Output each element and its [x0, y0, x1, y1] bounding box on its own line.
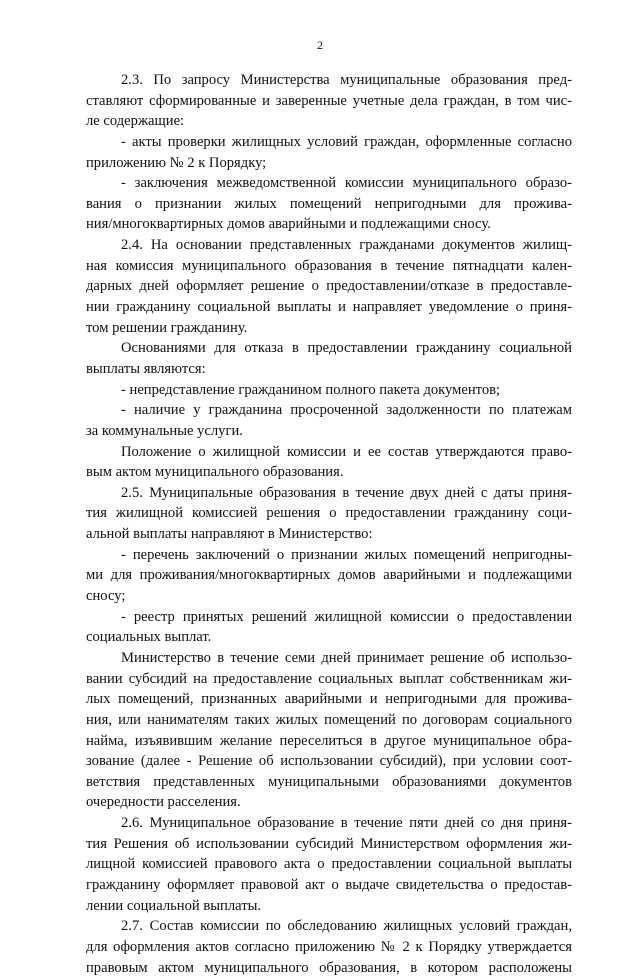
- text-line: лищной комиссией правового акта о предоставлении социальной выплаты: [86, 856, 572, 873]
- text-line: выплаты являются:: [86, 360, 206, 377]
- text-line: вым актом муниципального образования.: [86, 464, 344, 481]
- text-line: - наличие у гражданина просроченной задолженности по платежам: [121, 402, 572, 419]
- text-line: ле содержащие:: [86, 113, 185, 130]
- text-line: вания о признании жилых помещений непригодными для прожива-: [86, 195, 572, 212]
- page-number: 2: [317, 38, 323, 52]
- text-line: найма, изъявившим желание переселиться в другое муниципальное обра-: [86, 732, 572, 749]
- text-line: ния, или нанимателям таких жилых помещений по договорам социального: [86, 711, 572, 728]
- document-body: [86, 70, 572, 978]
- text-line: ми для проживания/многоквартирных домов аварийными и подлежащими: [86, 567, 572, 584]
- text-line: том решении гражданину.: [86, 319, 248, 336]
- text-line: тия Решения об использовании субсидий Министерством оформления жи-: [86, 835, 572, 852]
- text-line: - акты проверки жилищных условий граждан, оформленные согласно: [121, 133, 572, 150]
- text-line: 2.7. Состав комиссии по обследованию жилищных условий граждан,: [121, 918, 572, 935]
- text-line: вании субсидий на предоставление социальных выплат собственникам жи-: [86, 670, 572, 687]
- text-line: - непредставление гражданином полного пакета документов;: [121, 381, 501, 398]
- text-line: - заключения межведомственной комиссии муниципального образо-: [121, 175, 572, 192]
- text-line: 2.3. По запросу Министерства муниципальные образования пред-: [121, 72, 572, 88]
- text-line: дарных дней оформляет решение о предоставлении/отказе в предоставле-: [86, 278, 572, 295]
- text-line: за коммунальные услуги.: [86, 422, 243, 439]
- text-line: 2.6. Муниципальное образование в течение пяти дней со дня приня-: [121, 815, 572, 832]
- text-line: - реестр принятых решений жилищной комиссии о предоставлении: [121, 608, 572, 625]
- text-line: Основаниями для отказа в предоставлении гражданину социальной: [121, 340, 572, 357]
- text-line: альной выплаты направляют в Министерство:: [86, 526, 373, 543]
- text-line: для оформления актов согласно приложению № 2 к Порядку утверждается: [86, 938, 572, 955]
- text-line: правовым актом муниципального образования, в котором расположены: [86, 959, 572, 976]
- text-line: 2.4. На основании представленных гражданами документов жилищ-: [121, 237, 572, 254]
- text-line: нии гражданину социальной выплаты и направляет уведомление о приня-: [86, 299, 572, 316]
- text-line: Положение о жилищной комиссии и ее состав утверждаются право-: [121, 443, 572, 460]
- text-line: лых помещений, признанных аварийными и непригодными для прожива-: [86, 691, 572, 708]
- text-line: ветствия представленных муниципальными образованиями документов: [86, 773, 572, 790]
- text-line: лении социальной выплаты.: [86, 897, 262, 914]
- text-line: социальных выплат.: [86, 629, 212, 646]
- text-line: 2.5. Муниципальные образования в течение двух дней с даты приня-: [121, 484, 572, 501]
- text-line: приложению № 2 к Порядку;: [86, 154, 267, 171]
- text-line: ставляют сформированные и заверенные учетные дела граждан, в том чис-: [86, 92, 572, 109]
- text-line: гражданину оформляет правовой акт о выдаче свидетельства о предостав-: [86, 876, 572, 893]
- text-line: ная комиссия муниципального образования в течение пятнадцати кален-: [86, 257, 572, 274]
- text-line: сносу;: [86, 588, 126, 605]
- text-line: очередности расселения.: [86, 794, 241, 811]
- text-line: Министерство в течение семи дней принимает решение об использо-: [121, 649, 572, 666]
- text-line: ния/многоквартирных домов аварийными и подлежащими сносу.: [86, 216, 491, 233]
- text-line: тия жилищной комиссией решения о предоставлении гражданину соци-: [86, 505, 572, 522]
- text-line: - перечень заключений о признании жилых помещений непригодны-: [121, 546, 572, 563]
- text-line: зование (далее - Решение об использовании субсидий), при условии соот-: [86, 753, 572, 770]
